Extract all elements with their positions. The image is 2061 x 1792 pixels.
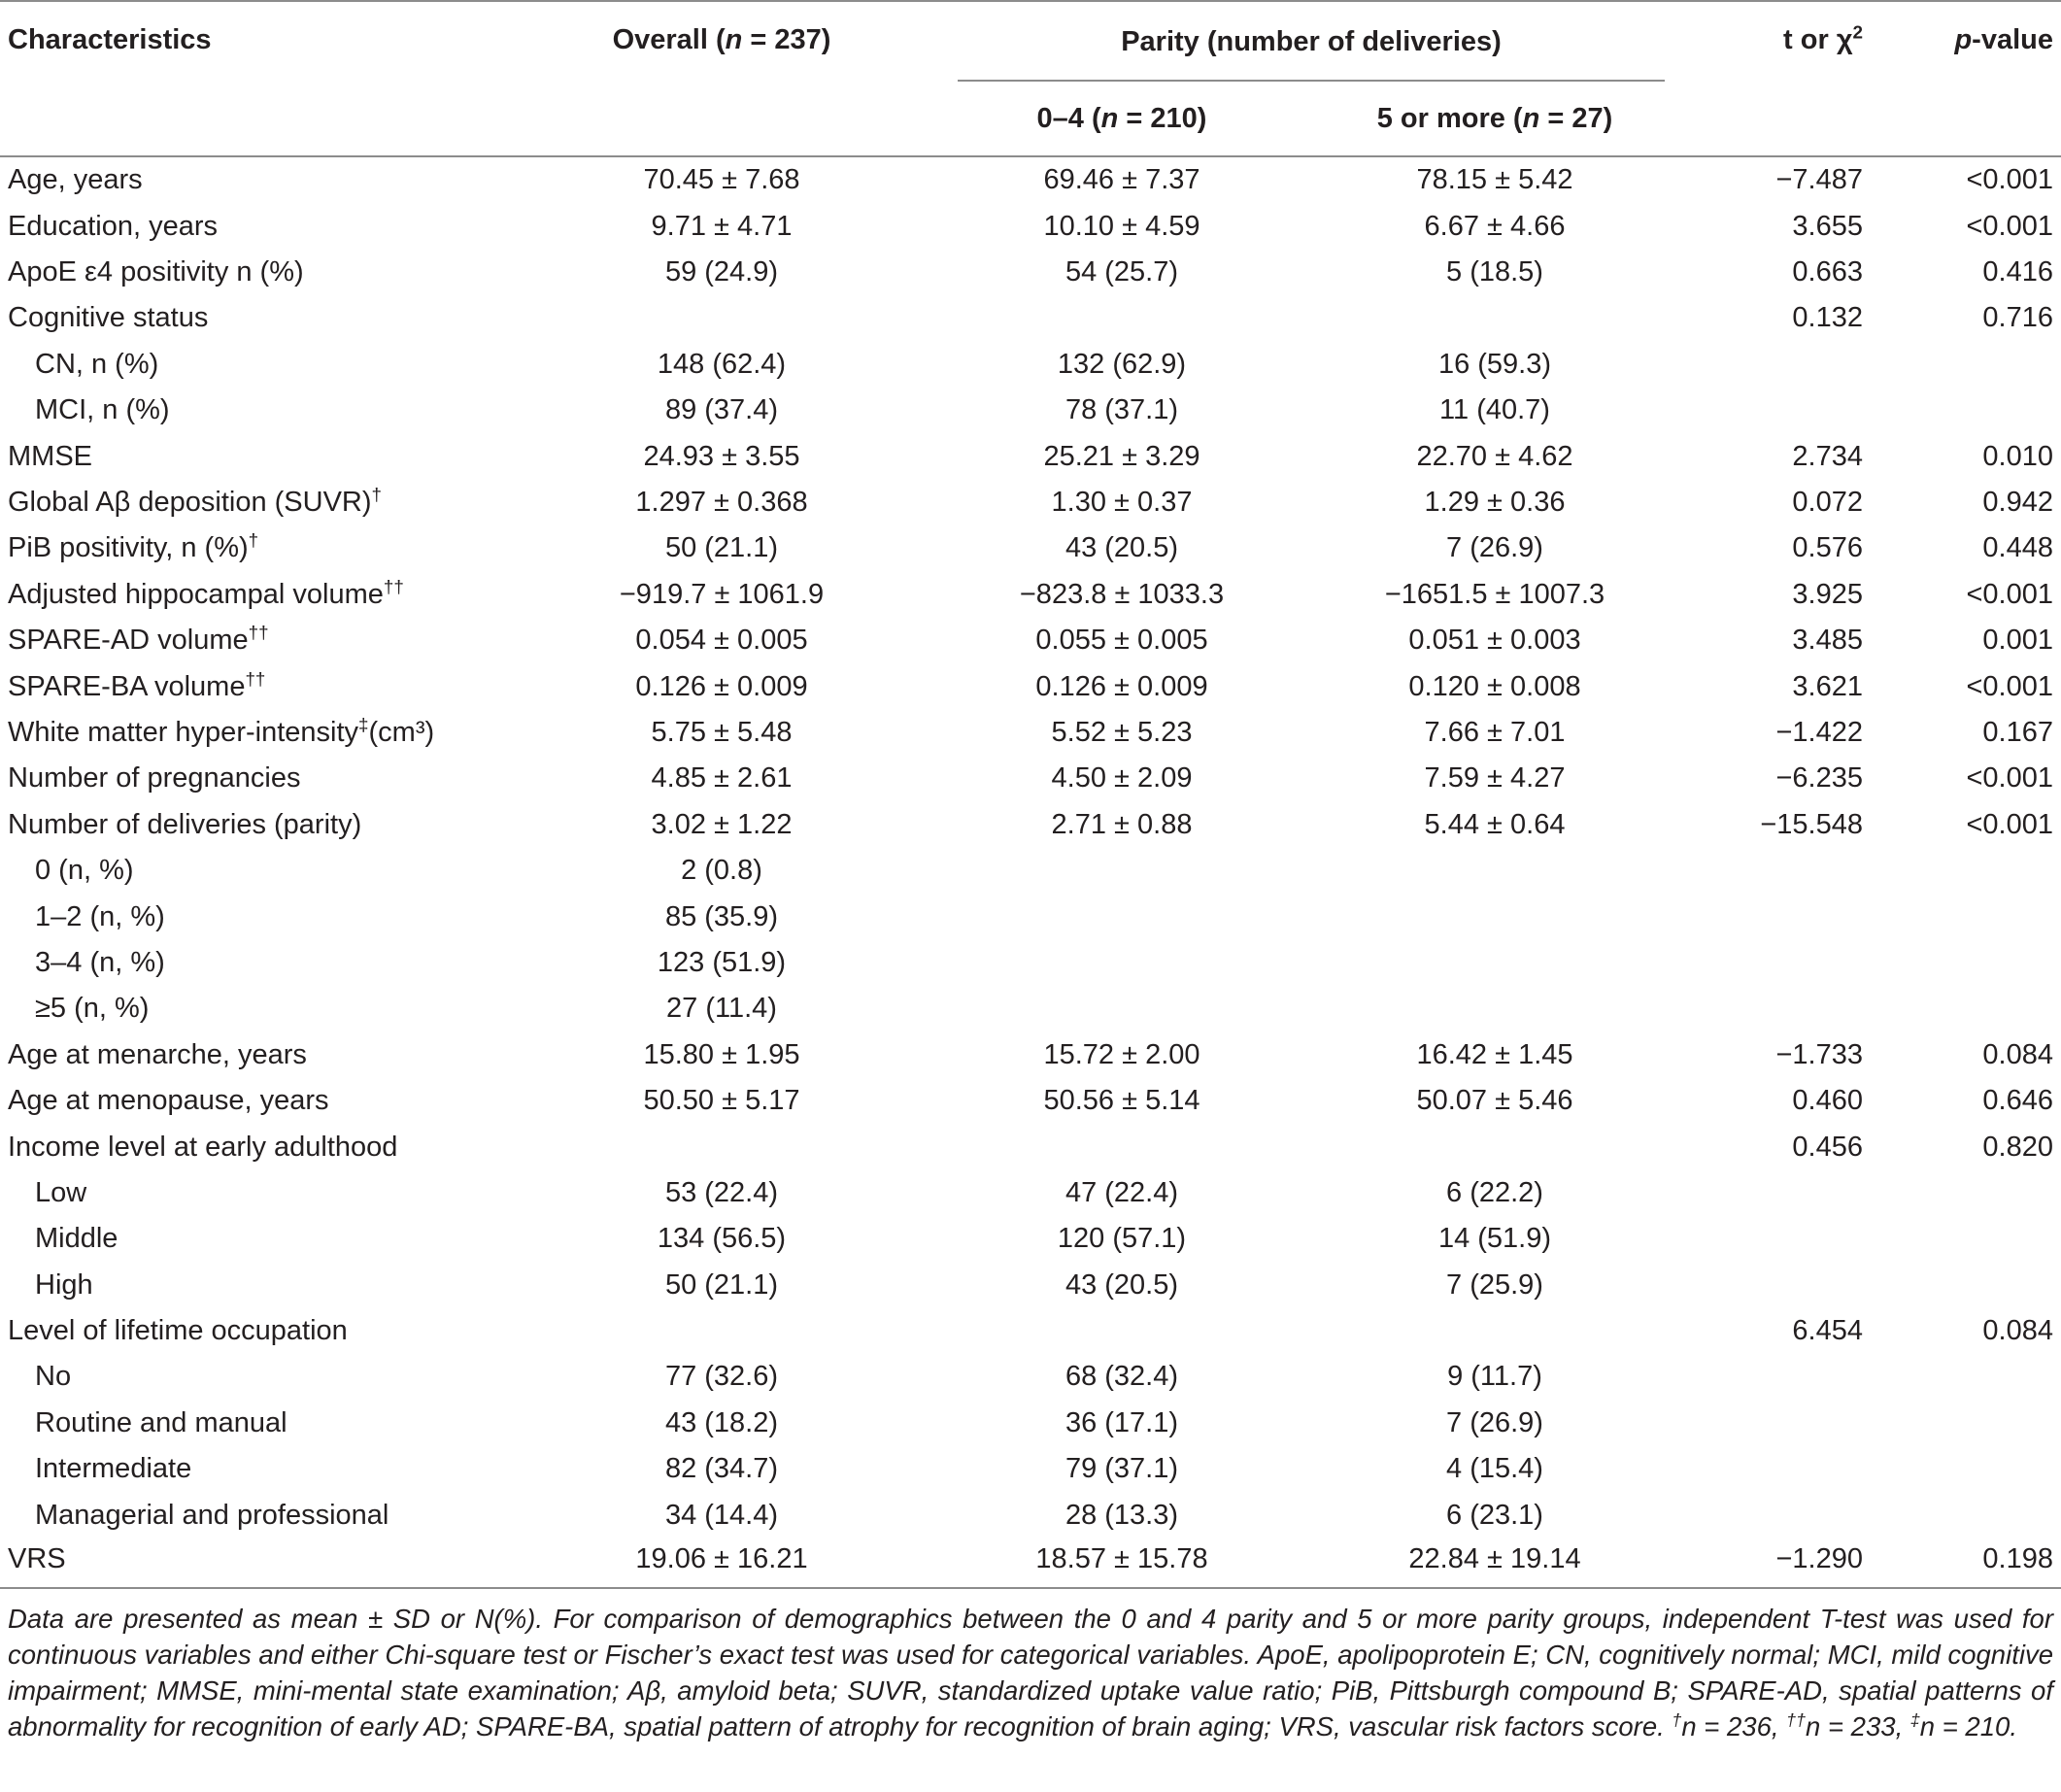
cell-stat: 0.132 [1792, 302, 1863, 334]
row-label-footnote-mark: †† [383, 576, 404, 597]
cell-group-5-more: 16.42 ± 1.45 [1416, 1038, 1573, 1070]
cell-stat [1684, 1492, 1871, 1538]
cell-overall: 27 (11.4) [666, 993, 777, 1025]
cell-group-5-more: 50.07 ± 5.46 [1416, 1085, 1573, 1117]
cell-p-value: 0.167 [1982, 716, 2053, 748]
cell-p-value: 0.646 [1982, 1085, 2053, 1117]
cell-group-0-4: 43 (20.5) [1064, 532, 1179, 564]
cell-group-0-4: 25.21 ± 3.29 [1043, 440, 1200, 472]
cell-stat [1684, 1216, 1871, 1262]
cell-overall: 15.80 ± 1.95 [643, 1038, 800, 1070]
cell-group-0-4: 10.10 ± 4.59 [1043, 210, 1200, 242]
header-parity-label: Parity (number of deliveries) [1121, 25, 1502, 57]
row-label [0, 1262, 505, 1307]
row-label [0, 295, 505, 341]
header-parity-group [938, 1, 1684, 82]
header-p-italic: p [1954, 24, 1973, 55]
cell-overall: 77 (32.6) [664, 1361, 779, 1393]
row-label-text: VRS [8, 1543, 66, 1575]
cell-group-5-more: 9 (11.7) [1447, 1361, 1542, 1393]
cell-stat: 0.663 [1792, 256, 1863, 288]
cell-stat [1684, 1354, 1871, 1400]
header-group2-n: n [1522, 102, 1540, 134]
cell-stat [1684, 940, 1871, 986]
row-label [0, 848, 505, 894]
cell-group-5-more [1305, 848, 1684, 894]
cell-overall: 24.93 ± 3.55 [643, 440, 800, 472]
cell-stat: 0.072 [1792, 487, 1863, 519]
row-label [0, 986, 505, 1031]
row-label-text: White matter hyper-intensity [8, 716, 359, 748]
row-label [0, 572, 505, 618]
cell-group-5-more: 7 (25.9) [1446, 1268, 1543, 1301]
footnote-text: Data are presented as mean ± SD or N(%). For comparison of demographics between the 0 and 4 parity and 5 or more parity groups, independent T-test was used for continuous variables and either Chi-square test or Fischer’s exact test was used for categorical variables. ApoE, apolipoprotein E; CN, cognitively normal; MCI, mild cognitive impairment; MMSE, mini-mental state examination; Aβ, amyloid beta; SUVR, standardized uptake value ratio; PiB, Pittsburgh compound B; SPARE-AD, spatial patterns of abnormality for recognition of early AD; SPARE-BA, spatial pattern of atrophy for recognition of brain aging; VRS, vascular risk factors score. [8, 1604, 2053, 1741]
cell-group-0-4: 69.46 ± 7.37 [1043, 164, 1200, 196]
cell-stat [1684, 1170, 1871, 1216]
cell-group-0-4: 1.30 ± 0.37 [1051, 487, 1193, 519]
row-label-footnote-mark: † [371, 484, 383, 505]
cell-group-5-more: 5 (18.5) [1446, 256, 1543, 288]
table-row [0, 480, 2061, 525]
table-row [0, 1492, 2061, 1538]
row-label-footnote-mark: † [248, 529, 259, 551]
row-label-text: SPARE-AD volume [8, 625, 249, 657]
cell-p-value: 0.820 [1982, 1131, 2053, 1163]
table-row [0, 295, 2061, 341]
row-label [0, 756, 505, 801]
cell-group-0-4: 18.57 ± 15.78 [938, 1538, 1305, 1588]
cell-group-5-more: 22.84 ± 19.14 [1305, 1538, 1684, 1588]
row-label [0, 1031, 505, 1077]
cell-group-5-more: 7 (26.9) [1446, 532, 1543, 564]
cell-p-value: 0.084 [1982, 1038, 2053, 1070]
cell-overall: 134 (56.5) [657, 1223, 787, 1255]
cell-p-value [1871, 940, 2061, 986]
cell-stat: 3.621 [1792, 670, 1863, 702]
table-row [0, 388, 2061, 433]
row-label [0, 1446, 505, 1492]
cell-overall: 43 (18.2) [664, 1406, 779, 1438]
row-label [0, 480, 505, 525]
table-row [0, 572, 2061, 618]
cell-group-5-more: 7.59 ± 4.27 [1424, 762, 1566, 795]
cell-group-5-more: 22.70 ± 4.62 [1416, 440, 1573, 472]
table-body [0, 156, 2061, 1588]
cell-group-0-4 [938, 295, 1305, 341]
cell-overall: 0.126 ± 0.009 [635, 670, 808, 702]
cell-group-0-4: 28 (13.3) [1064, 1499, 1179, 1531]
cell-p-value: 0.716 [1982, 302, 2053, 334]
cell-p-value [1871, 1262, 2061, 1307]
cell-group-0-4 [938, 1308, 1305, 1354]
row-label [0, 618, 505, 663]
cell-group-5-more: 16 (59.3) [1437, 348, 1552, 380]
header-overall-prefix: Overall ( [612, 24, 726, 55]
row-label-text: ApoE ε4 positivity n (%) [8, 256, 304, 288]
cell-p-value [1871, 848, 2061, 894]
cell-p-value [1871, 1492, 2061, 1538]
cell-group-5-more: −1651.5 ± 1007.3 [1384, 578, 1605, 610]
table-row [0, 1446, 2061, 1492]
cell-p-value: <0.001 [1966, 762, 2053, 795]
table-row [0, 203, 2061, 249]
row-label-text: Adjusted hippocampal volume [8, 578, 384, 610]
row-label-text: Education, years [8, 210, 219, 242]
header-group2-prefix: 5 or more ( [1376, 102, 1523, 134]
cell-overall: 1.297 ± 0.368 [635, 487, 808, 519]
cell-stat: −1.422 [1775, 716, 1863, 748]
header-overall-n: n [725, 24, 743, 55]
table-row [0, 1538, 2061, 1588]
cell-overall [505, 1124, 938, 1169]
cell-p-value: <0.001 [1966, 578, 2053, 610]
cell-p-value [1871, 1446, 2061, 1492]
header-stat-sup: 2 [1852, 21, 1863, 43]
cell-overall: 5.75 ± 5.48 [651, 716, 793, 748]
cell-group-5-more [1305, 940, 1684, 986]
row-label-text: Global Aβ deposition (SUVR) [8, 487, 372, 519]
row-label [0, 710, 505, 756]
cell-group-0-4: 2.71 ± 0.88 [1051, 808, 1193, 840]
header-group1-prefix: 0–4 ( [1036, 102, 1101, 134]
table-row [0, 756, 2061, 801]
cell-p-value [1871, 1170, 2061, 1216]
cell-group-0-4: 50.56 ± 5.14 [1043, 1085, 1200, 1117]
header-group2-suffix: = 27) [1539, 102, 1613, 134]
cell-stat: 2.734 [1792, 440, 1863, 472]
row-label [0, 940, 505, 986]
table-header [0, 1, 2061, 156]
cell-stat [1684, 1401, 1871, 1446]
table-row [0, 1031, 2061, 1077]
table-row [0, 1308, 2061, 1354]
cell-stat [1684, 894, 1871, 939]
table-row [0, 250, 2061, 295]
cell-group-5-more: 5.44 ± 0.64 [1424, 808, 1566, 840]
row-label-text: Age at menarche, years [8, 1038, 307, 1070]
cell-p-value: 0.416 [1982, 256, 2053, 288]
cell-p-value: 0.198 [1871, 1538, 2061, 1588]
row-label-text: High [35, 1268, 93, 1301]
table-row [0, 1078, 2061, 1124]
footnote-n1-text: n = 236, [1681, 1711, 1779, 1741]
cell-group-5-more: 6 (23.1) [1446, 1499, 1543, 1531]
cell-group-5-more: 6.67 ± 4.66 [1424, 210, 1566, 242]
table-row [0, 525, 2061, 571]
row-label-footnote-mark: ‡ [358, 714, 369, 735]
header-characteristics-label: Characteristics [8, 24, 212, 55]
table-row [0, 1170, 2061, 1216]
cell-group-0-4: 68 (32.4) [1064, 1361, 1179, 1393]
table-row [0, 801, 2061, 847]
row-label-text: Level of lifetime occupation [8, 1315, 348, 1347]
cell-group-0-4: 132 (62.9) [1057, 348, 1187, 380]
table-row [0, 1354, 2061, 1400]
cell-stat: −1.733 [1775, 1038, 1863, 1070]
row-label [0, 894, 505, 939]
row-label [0, 801, 505, 847]
cell-group-5-more: 11 (40.7) [1439, 394, 1550, 426]
row-label-text: Age at menopause, years [8, 1085, 329, 1117]
row-label [0, 156, 505, 203]
table-row [0, 986, 2061, 1031]
row-label-text: CN, n (%) [35, 348, 159, 380]
cell-stat [1684, 848, 1871, 894]
cell-stat [1684, 986, 1871, 1031]
cell-group-5-more: 14 (51.9) [1437, 1223, 1552, 1255]
row-label-text: Income level at early adulthood [8, 1131, 398, 1163]
table-row [0, 433, 2061, 479]
cell-overall: 123 (51.9) [657, 946, 787, 978]
cell-group-5-more [1305, 894, 1684, 939]
cell-group-5-more: 7.66 ± 7.01 [1424, 716, 1566, 748]
cell-group-0-4: 5.52 ± 5.23 [1051, 716, 1193, 748]
table-row [0, 618, 2061, 663]
cell-stat: 3.925 [1792, 578, 1863, 610]
cell-group-0-4: 4.50 ± 2.09 [1051, 762, 1193, 795]
row-label-text: Age, years [8, 164, 143, 196]
row-label-text: PiB positivity, n (%) [8, 532, 249, 564]
cell-group-0-4: −823.8 ± 1033.3 [1019, 578, 1225, 610]
cell-p-value [1871, 1401, 2061, 1446]
footnote-n3-sup: ‡ [1909, 1709, 1920, 1730]
footnote-n2-text: n = 233, [1806, 1711, 1904, 1741]
row-label-text: Routine and manual [35, 1406, 287, 1438]
cell-overall [505, 1308, 938, 1354]
cell-overall: 82 (34.7) [664, 1453, 779, 1485]
header-group-0-4 [938, 82, 1305, 155]
cell-overall: 19.06 ± 16.21 [505, 1538, 938, 1588]
header-overall-suffix: = 237) [742, 24, 831, 55]
row-label-footnote-mark: †† [245, 667, 266, 689]
cell-overall: 70.45 ± 7.68 [643, 164, 800, 196]
cell-group-0-4: 0.126 ± 0.009 [1035, 670, 1208, 702]
header-p-value [1871, 1, 2061, 155]
cell-overall: 59 (24.9) [664, 256, 779, 288]
header-group1-suffix: = 210) [1118, 102, 1207, 134]
row-label [0, 388, 505, 433]
row-label [0, 1124, 505, 1169]
cell-group-5-more [1305, 1124, 1684, 1169]
row-label [0, 1401, 505, 1446]
cell-stat: −15.548 [1760, 808, 1863, 840]
cell-p-value [1871, 1216, 2061, 1262]
cell-p-value: 0.084 [1982, 1315, 2053, 1347]
row-label [0, 663, 505, 709]
table-row [0, 342, 2061, 388]
header-overall [505, 1, 938, 155]
footnote-n3-text: n = 210. [1919, 1711, 2017, 1741]
row-label [0, 1308, 505, 1354]
cell-overall: 0.054 ± 0.005 [635, 625, 808, 657]
cell-stat: 6.454 [1792, 1315, 1863, 1347]
footnote-n2-sup: †† [1786, 1709, 1807, 1730]
row-label-text: No [35, 1361, 72, 1393]
cell-overall: 148 (62.4) [657, 348, 787, 380]
cell-overall: 89 (37.4) [664, 394, 779, 426]
cell-group-0-4: 78 (37.1) [1064, 394, 1179, 426]
table-row [0, 1124, 2061, 1169]
cell-p-value: <0.001 [1966, 210, 2053, 242]
cell-group-5-more: 78.15 ± 5.42 [1416, 164, 1573, 196]
header-group1-n: n [1100, 102, 1119, 134]
cell-group-5-more: 0.051 ± 0.003 [1408, 625, 1581, 657]
cell-group-5-more: 4 (15.4) [1446, 1453, 1543, 1485]
cell-group-0-4: 15.72 ± 2.00 [1043, 1038, 1200, 1070]
cell-overall: 50.50 ± 5.17 [643, 1085, 800, 1117]
cell-group-0-4: 47 (22.4) [1064, 1176, 1179, 1208]
cell-overall: 50 (21.1) [664, 1268, 779, 1301]
cell-group-5-more: 7 (26.9) [1446, 1406, 1543, 1438]
cell-overall: 3.02 ± 1.22 [651, 808, 793, 840]
cell-overall: 34 (14.4) [664, 1499, 779, 1531]
row-label-text: MCI, n (%) [35, 394, 170, 426]
table-row [0, 156, 2061, 203]
cell-stat: 0.456 [1792, 1131, 1863, 1163]
row-label-text: Managerial and professional [35, 1499, 389, 1531]
cell-stat [1684, 342, 1871, 388]
row-label-text: Low [35, 1176, 87, 1208]
row-label [0, 433, 505, 479]
table-row [0, 848, 2061, 894]
cell-stat [1684, 388, 1871, 433]
row-label-text: ≥5 (n, %) [35, 993, 150, 1025]
cell-group-0-4 [938, 1124, 1305, 1169]
row-label-text: Intermediate [35, 1453, 192, 1485]
header-parity-rule [958, 80, 1665, 82]
cell-group-0-4: 79 (37.1) [1064, 1453, 1179, 1485]
cell-p-value: <0.001 [1966, 164, 2053, 196]
cell-group-0-4: 0.055 ± 0.005 [1035, 625, 1208, 657]
cell-overall: 2 (0.8) [681, 855, 762, 887]
cell-group-0-4: 36 (17.1) [1064, 1406, 1179, 1438]
row-label [0, 1078, 505, 1124]
row-label-text: Number of pregnancies [8, 762, 301, 795]
row-label [0, 1354, 505, 1400]
cell-overall: 50 (21.1) [664, 532, 779, 564]
cell-group-5-more: 0.120 ± 0.008 [1408, 670, 1581, 702]
row-label [0, 342, 505, 388]
cell-p-value: <0.001 [1966, 670, 2053, 702]
table-row [0, 894, 2061, 939]
row-label-text: MMSE [8, 440, 92, 472]
cell-p-value: <0.001 [1966, 808, 2053, 840]
row-label [0, 203, 505, 249]
cell-group-5-more [1305, 1308, 1684, 1354]
header-characteristics [0, 1, 505, 155]
cell-p-value [1871, 1354, 2061, 1400]
cell-p-value [1871, 388, 2061, 433]
cell-group-0-4: 54 (25.7) [1064, 256, 1179, 288]
row-label [0, 1216, 505, 1262]
header-stat-label: t or χ [1783, 24, 1853, 55]
cell-group-0-4: 43 (20.5) [1064, 1268, 1179, 1301]
row-label [0, 1538, 505, 1588]
row-label-text: Cognitive status [8, 302, 209, 334]
table-row [0, 1262, 2061, 1307]
cell-stat: 3.655 [1792, 210, 1863, 242]
cell-p-value: 0.010 [1982, 440, 2053, 472]
cell-stat [1684, 1262, 1871, 1307]
footnote-n1-sup: † [1672, 1709, 1682, 1730]
cell-overall [505, 295, 938, 341]
cell-overall: 4.85 ± 2.61 [651, 762, 793, 795]
row-label-text: 3–4 (n, %) [35, 946, 165, 978]
row-label-text: Middle [35, 1223, 118, 1255]
cell-p-value: 0.448 [1982, 532, 2053, 564]
row-label [0, 250, 505, 295]
header-p-suffix: -value [1972, 24, 2053, 55]
cell-p-value [1871, 986, 2061, 1031]
header-stat [1684, 1, 1871, 155]
row-label [0, 1492, 505, 1538]
cell-stat: 0.576 [1792, 532, 1863, 564]
cell-p-value: 0.942 [1982, 487, 2053, 519]
cell-stat [1684, 1446, 1871, 1492]
row-label-text: Number of deliveries (parity) [8, 808, 362, 840]
cell-stat: −1.290 [1684, 1538, 1871, 1588]
table-row [0, 710, 2061, 756]
cell-stat: 3.485 [1792, 625, 1863, 657]
table-row [0, 663, 2061, 709]
row-label [0, 1170, 505, 1216]
row-label-text: 0 (n, %) [35, 855, 134, 887]
cell-p-value [1871, 894, 2061, 939]
cell-overall: 85 (35.9) [664, 900, 779, 932]
table-row [0, 1216, 2061, 1262]
cell-stat: −7.487 [1775, 164, 1863, 196]
row-label-unit: (cm³) [368, 716, 435, 748]
cell-overall: 9.71 ± 4.71 [651, 210, 793, 242]
cell-overall: 53 (22.4) [664, 1176, 779, 1208]
cell-group-0-4 [938, 894, 1305, 939]
cell-stat: 0.460 [1792, 1085, 1863, 1117]
cell-group-5-more: 6 (22.2) [1446, 1176, 1543, 1208]
cell-p-value [1871, 342, 2061, 388]
row-label-text: SPARE-BA volume [8, 670, 246, 702]
cell-p-value: 0.001 [1982, 625, 2053, 657]
cell-group-0-4 [938, 848, 1305, 894]
cell-group-0-4 [938, 940, 1305, 986]
cell-stat: −6.235 [1775, 762, 1863, 795]
table-row [0, 940, 2061, 986]
cell-group-5-more [1305, 986, 1684, 1031]
table-row [0, 1401, 2061, 1446]
cell-group-0-4 [938, 986, 1305, 1031]
cell-overall: −919.7 ± 1061.9 [619, 578, 825, 610]
row-label-footnote-mark: †† [248, 622, 269, 643]
row-label-text: 1–2 (n, %) [35, 900, 165, 932]
header-group-5-more [1305, 82, 1684, 155]
cell-group-5-more [1305, 295, 1684, 341]
row-label [0, 525, 505, 571]
table-footnote [8, 1601, 2053, 1744]
cell-group-0-4: 120 (57.1) [1057, 1223, 1187, 1255]
cell-group-5-more: 1.29 ± 0.36 [1424, 487, 1566, 519]
